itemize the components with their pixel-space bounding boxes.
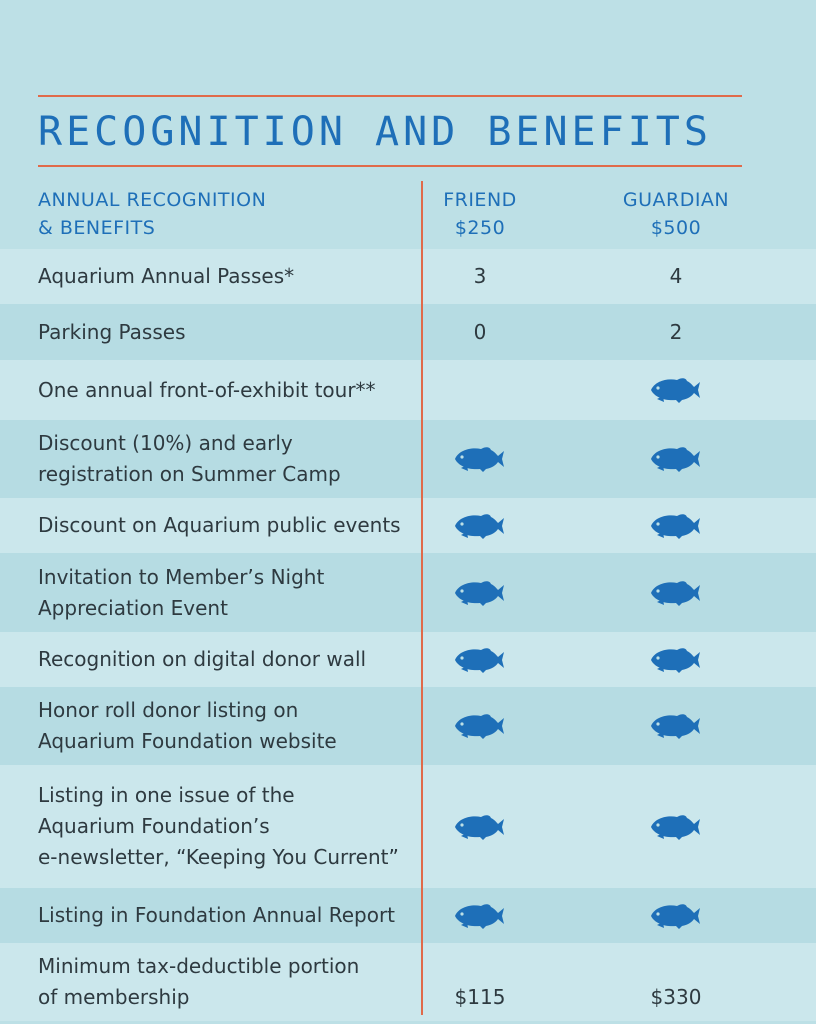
benefit-label-line: Honor roll donor listing on [38, 698, 299, 722]
table-row [0, 249, 816, 304]
fish-icon [453, 646, 505, 674]
table-row [0, 943, 816, 1021]
benefit-label-line: Invitation to Member’s Night [38, 564, 325, 589]
fish-icon [649, 813, 701, 841]
benefit-label-line: Discount on Aquarium public events [38, 513, 401, 537]
title-bottom-rule [38, 165, 742, 167]
benefit-label [38, 562, 413, 624]
benefit-label [38, 900, 413, 931]
table-row [0, 360, 816, 420]
fish-icon [649, 445, 701, 473]
column-divider [421, 181, 423, 1015]
table-row [0, 553, 816, 632]
benefit-label-line: e-newsletter, “Keeping You Current” [38, 845, 399, 869]
benefit-label-line: Aquarium Annual Passes* [38, 264, 295, 288]
table-row [0, 498, 816, 553]
fish-icon [649, 646, 701, 674]
fish-icon [453, 712, 505, 740]
table-row [0, 765, 816, 888]
guardian-tier-price: $500 [650, 217, 702, 239]
benefit-label-line: Discount (10%) and early [38, 431, 293, 455]
friend-tier-price: $250 [454, 217, 506, 239]
benefit-label-line: Minimum tax-deductible portion [38, 954, 360, 978]
benefit-label-line: registration on Summer Camp [38, 462, 341, 486]
column-header-friend [420, 186, 540, 242]
fish-icon [649, 712, 701, 740]
benefit-label-line: Aquarium Foundation’s [38, 814, 270, 838]
guardian-value: $330 [650, 985, 702, 1009]
benefit-label [38, 375, 413, 406]
guardian-tier-name: GUARDIAN [622, 189, 730, 211]
benefit-label [38, 428, 413, 490]
fish-icon [649, 579, 701, 607]
page-title: RECOGNITION AND BENEFITS [38, 109, 712, 155]
benefit-label-line: One annual front-of-exhibit tour** [38, 377, 376, 402]
friend-value: 0 [473, 319, 487, 344]
benefit-label [38, 695, 413, 757]
title-top-rule [38, 95, 742, 97]
fish-icon [453, 813, 505, 841]
benefit-label-line: Parking Passes [38, 319, 186, 344]
column-header-benefits-line1: ANNUAL RECOGNITION [38, 189, 267, 211]
table-row [0, 632, 816, 687]
benefit-label [38, 644, 413, 675]
table-row [0, 888, 816, 943]
benefit-label [38, 780, 413, 873]
fish-icon [649, 512, 701, 540]
table-row [0, 420, 816, 498]
benefit-label [38, 317, 413, 348]
guardian-value: 2 [669, 319, 683, 344]
column-header-guardian [616, 186, 736, 242]
fish-icon [649, 376, 701, 404]
benefit-label-line: Recognition on digital donor wall [38, 647, 367, 671]
benefit-label-line: of membership [38, 985, 190, 1009]
benefit-label [38, 951, 413, 1013]
table-row [0, 304, 816, 360]
friend-tier-name: FRIEND [443, 189, 517, 211]
fish-icon [453, 512, 505, 540]
fish-icon [453, 902, 505, 930]
table-row [0, 687, 816, 765]
column-header-benefits-line2: & BENEFITS [38, 217, 156, 239]
benefit-label-line: Appreciation Event [38, 595, 228, 620]
column-header-benefits [38, 186, 408, 242]
fish-icon [453, 579, 505, 607]
friend-value: 3 [473, 264, 487, 288]
benefit-label-line: Listing in Foundation Annual Report [38, 903, 396, 927]
fish-icon [453, 445, 505, 473]
benefit-label [38, 510, 413, 541]
fish-icon [649, 902, 701, 930]
benefit-label-line: Aquarium Foundation website [38, 729, 337, 753]
benefit-label [38, 261, 413, 292]
benefit-label-line: Listing in one issue of the [38, 783, 295, 807]
friend-value: $115 [454, 985, 506, 1009]
guardian-value: 4 [669, 264, 683, 288]
